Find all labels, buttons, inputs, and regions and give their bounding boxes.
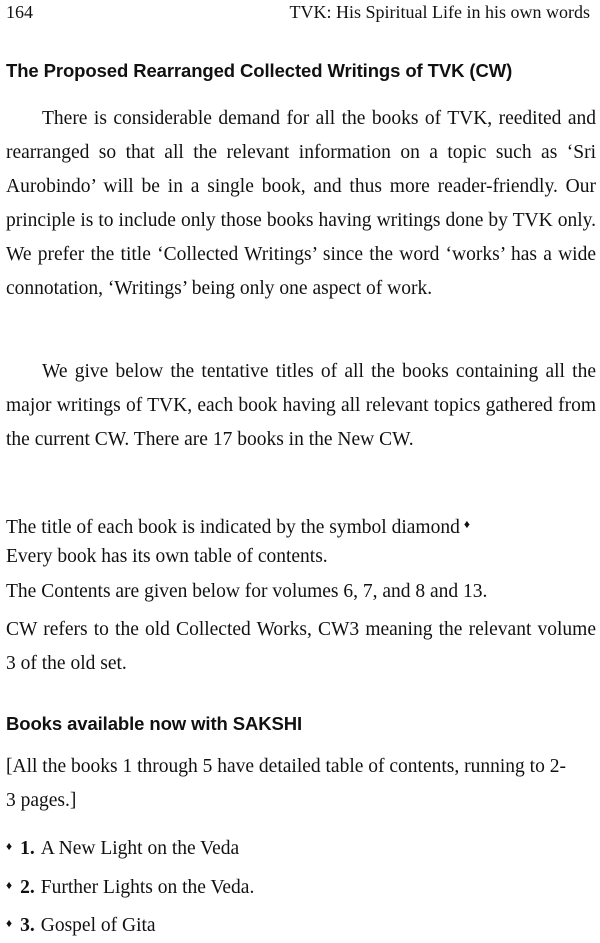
section-heading-collected-writings: The Proposed Rearranged Collected Writings of TVK (CW) <box>6 60 513 81</box>
list-item <box>6 868 254 905</box>
intro-paragraph: There is considerable demand for all the books of TVK, reedited and rearranged so that all the relevant information on a topic such as ‘Sri Aurobindo’ will be in a single book, and thus more reader-friendly. Our principle is to include only those books having writings done by TVK only. We prefer the title ‘Collected Writings’ since the word ‘works’ has a wide connotation, ‘Writings’ being only one aspect of work. <box>6 108 596 299</box>
list-item-number: 1. <box>20 838 35 859</box>
contents-line-1: Every book has its own table of contents. <box>6 546 328 567</box>
list-item <box>6 906 156 943</box>
list-item-number: 2. <box>20 877 35 898</box>
list-item-title: Gospel of Gita <box>40 915 156 936</box>
list-item <box>6 829 239 866</box>
symbol-line-text: The title of each book is indicated by the symbol diamond <box>6 517 460 538</box>
diamond-icon: ♦ <box>463 517 470 531</box>
list-item-title: Further Lights on the Veda. <box>40 877 255 898</box>
diamond-bullet-icon: ♦ <box>6 878 13 892</box>
list-item-number: 3. <box>20 915 35 936</box>
books-note: [All the books 1 through 5 have detailed table of contents, running to 2-3 pages.] <box>6 756 566 811</box>
titles-paragraph: We give below the tentative titles of all the books containing all the major writings of TVK, each book having all relevant topics gathered from the current CW. There are 17 books in the New CW. <box>6 361 596 450</box>
diamond-bullet-icon: ♦ <box>6 916 13 930</box>
contents-line-2: The Contents are given below for volumes 6, 7, and 8 and 13. <box>6 581 488 602</box>
cw-note-paragraph: CW refers to the old Collected Works, CW3 meaning the relevant volume 3 of the old set. <box>6 619 596 674</box>
running-title: TVK: His Spiritual Life in his own words <box>289 2 590 22</box>
page-header <box>6 2 590 24</box>
section-heading-books-available: Books available now with SAKSHI <box>6 713 303 734</box>
page-number: 164 <box>6 2 33 22</box>
list-item-title: A New Light on the Veda <box>40 838 240 859</box>
diamond-bullet-icon: ♦ <box>6 839 13 853</box>
